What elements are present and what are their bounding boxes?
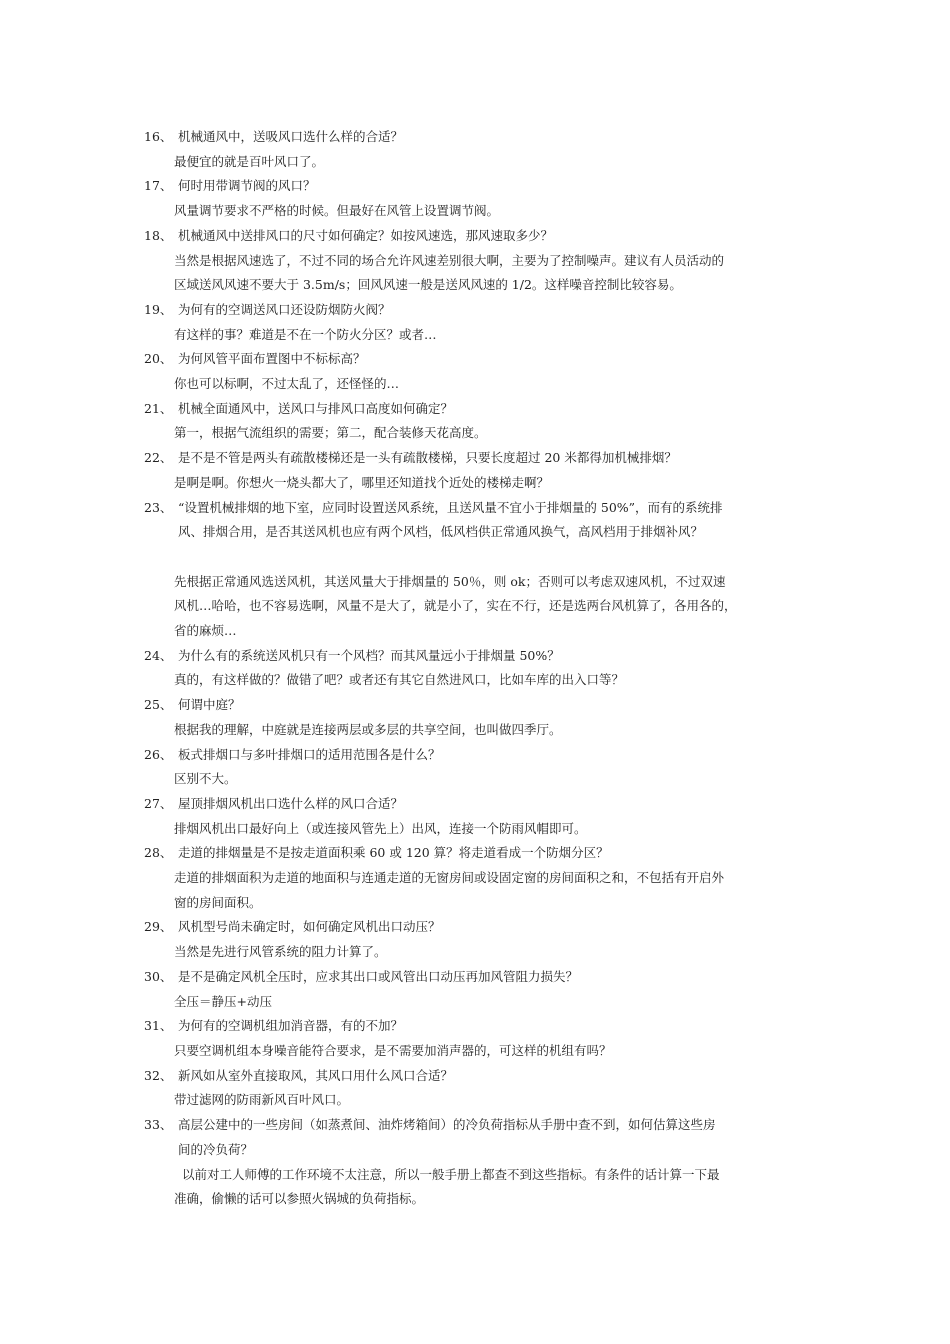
question-text: 是不是确定风机全压时，应求其出口或风管出口动压再加风管阻力损失？ bbox=[178, 968, 579, 984]
question-text: 高层公建中的一些房间（如蒸煮间、油炸烤箱间）的冷负荷指标从手册中查不到，如何估算这些房 间的冷负荷？ bbox=[178, 1117, 716, 1157]
answer-text: 第一，根据气流组织的需要；第二，配合装修天花高度。 bbox=[174, 425, 487, 441]
faq-item bbox=[144, 915, 814, 964]
question-number: 16、 bbox=[144, 129, 173, 144]
faq-item bbox=[144, 397, 814, 446]
answer-text: 先根据正常通风选送风机，其送风量大于排烟量的 50％，则 ok；否则可以考虑双速风机，不过双速 风机…哈哈，也不容易选啊，风量不是大了，就是小了，实在不行，还是选两台风机算了，各用各的， 省的麻烦… bbox=[174, 573, 737, 639]
answer-text: 当然是根据风速选了，不过不同的场合允许风速差别很大啊，主要为了控制噪声。建议有人员活动的 区域送风风速不要大于 3.5m/s；回风风速一般是送风风速的 1/2。这样噪音控制比较容易。 bbox=[174, 252, 725, 293]
question bbox=[144, 1014, 814, 1039]
question bbox=[144, 915, 814, 940]
question bbox=[144, 347, 814, 372]
faq-item bbox=[144, 125, 814, 174]
faq-item bbox=[144, 174, 814, 223]
question-text: “设置机械排烟的地下室，应同时设置送风系统，且送风量不宜小于排烟量的 50%”，而有的系统排 风、排烟合用，是否其送风机也应有两个风档，低风档供正常通风换气，高风档用于排烟补风？ bbox=[178, 499, 723, 540]
question bbox=[144, 397, 814, 422]
answer-text: 根据我的理解，中庭就是连接两层或多层的共享空间，也叫做四季厅。 bbox=[174, 721, 562, 737]
question-number: 29、 bbox=[144, 919, 173, 935]
question-number: 28、 bbox=[144, 845, 173, 861]
question-number: 17、 bbox=[144, 178, 173, 194]
answer-text: 走道的排烟面积为走道的地面积与连通走道的无窗房间或设固定窗的房间面积之和，不包括有开启外 窗的房间面积。 bbox=[174, 870, 725, 910]
faq-item bbox=[144, 743, 814, 792]
answer-text: 当然是先进行风管系统的阻力计算了。 bbox=[174, 944, 387, 960]
answer-text: 风量调节要求不严格的时候。但最好在风管上设置调节阀。 bbox=[174, 203, 500, 219]
faq-item bbox=[144, 1014, 814, 1063]
answer-text: 真的，有这样做的？做错了吧？或者还有其它自然进风口，比如车库的出入口等？ bbox=[174, 672, 625, 688]
faq-list bbox=[144, 125, 814, 1212]
answer-text: 是啊是啊。你想火一烧头都大了，哪里还知道找个近处的楼梯走啊？ bbox=[174, 474, 550, 490]
question-text: 何谓中庭？ bbox=[178, 697, 241, 713]
question-number: 32、 bbox=[144, 1067, 173, 1083]
question-number: 19、 bbox=[144, 301, 173, 317]
question bbox=[144, 125, 814, 150]
question-text: 机械通风中，送吸风口选什么样的合适？ bbox=[178, 129, 404, 144]
question bbox=[144, 1113, 814, 1162]
answer-text: 最便宜的就是百叶风口了。 bbox=[174, 153, 325, 169]
answer-text: 只要空调机组本身噪音能符合要求，是不需要加消声器的，可这样的机组有吗？ bbox=[174, 1043, 612, 1058]
faq-item bbox=[144, 841, 814, 915]
question-number: 31、 bbox=[144, 1018, 173, 1034]
question bbox=[144, 743, 814, 768]
question-text: 是不是不管是两头有疏散楼梯还是一头有疏散楼梯，只要长度超过 20 米都得加机械排烟？ bbox=[178, 450, 677, 466]
question-number: 24、 bbox=[144, 647, 173, 663]
question bbox=[144, 965, 814, 990]
answer-text: 排烟风机出口最好向上（或连接风管先上）出风，连接一个防雨风帽即可。 bbox=[174, 820, 587, 836]
question-text: 屋顶排烟风机出口选什么样的风口合适？ bbox=[178, 795, 404, 811]
question bbox=[144, 446, 814, 471]
faq-item bbox=[144, 298, 814, 347]
faq-item bbox=[144, 1113, 814, 1212]
question-text: 板式排烟口与多叶排烟口的适用范围各是什么？ bbox=[178, 746, 441, 762]
answer-text: 带过滤网的防雨新风百叶风口。 bbox=[174, 1092, 350, 1108]
answer-text: 全压＝静压+动压 bbox=[174, 993, 272, 1009]
question-text: 为何有的空调送风口还设防烟防火阀？ bbox=[178, 301, 391, 317]
answer-text: 以前对工人师傅的工作环境不太注意，所以一般手册上都查不到这些指标。有条件的话计算一下最 准确，偷懒的话可以参照火锅城的负荷指标。 bbox=[174, 1166, 720, 1207]
question-text: 为什么有的系统送风机只有一个风档？而其风量远小于排烟量 50%？ bbox=[178, 647, 560, 663]
answer-text: 你也可以标啊，不过太乱了，还怪怪的… bbox=[174, 376, 400, 392]
question-text: 走道的排烟量是不是按走道面积乘 60 或 120 算？将走道看成一个防烟分区？ bbox=[178, 845, 609, 861]
question bbox=[144, 1064, 814, 1089]
question bbox=[144, 174, 814, 199]
question-text: 为何风管平面布置图中不标标高？ bbox=[178, 351, 366, 367]
question-number: 20、 bbox=[144, 351, 173, 367]
faq-item bbox=[144, 965, 814, 1014]
faq-item bbox=[144, 496, 814, 644]
question bbox=[144, 496, 814, 545]
question-text: 何时用带调节阀的风口？ bbox=[178, 178, 316, 194]
faq-item bbox=[144, 446, 814, 495]
question bbox=[144, 224, 814, 249]
question bbox=[144, 644, 814, 669]
faq-item bbox=[144, 347, 814, 396]
question bbox=[144, 792, 814, 817]
question-text: 机械全面通风中，送风口与排风口高度如何确定？ bbox=[178, 400, 454, 416]
question-text: 机械通风中送排风口的尺寸如何确定？如按风速选，那风速取多少？ bbox=[178, 227, 554, 243]
answer-text: 有这样的事？难道是不在一个防火分区？或者… bbox=[174, 326, 437, 342]
question-number: 23、 bbox=[144, 499, 173, 515]
question-number: 18、 bbox=[144, 227, 173, 243]
question bbox=[144, 841, 814, 866]
question-number: 21、 bbox=[144, 400, 173, 416]
faq-item bbox=[144, 693, 814, 742]
answer-text: 区别不大。 bbox=[174, 771, 237, 787]
question-number: 22、 bbox=[144, 450, 173, 466]
faq-item bbox=[144, 792, 814, 841]
faq-item bbox=[144, 1064, 814, 1113]
question-number: 30、 bbox=[144, 968, 173, 984]
faq-item bbox=[144, 644, 814, 693]
question-number: 26、 bbox=[144, 746, 173, 762]
question-number: 33、 bbox=[144, 1117, 173, 1133]
question-number: 25、 bbox=[144, 697, 173, 713]
question bbox=[144, 298, 814, 323]
question-number: 27、 bbox=[144, 795, 173, 811]
question-text: 风机型号尚未确定时，如何确定风机出口动压？ bbox=[178, 919, 441, 935]
question bbox=[144, 693, 814, 718]
question-text: 新风如从室外直接取风，其风口用什么风口合适？ bbox=[178, 1067, 454, 1083]
question-text: 为何有的空调机组加消音器，有的不加？ bbox=[178, 1018, 404, 1034]
faq-item bbox=[144, 224, 814, 298]
